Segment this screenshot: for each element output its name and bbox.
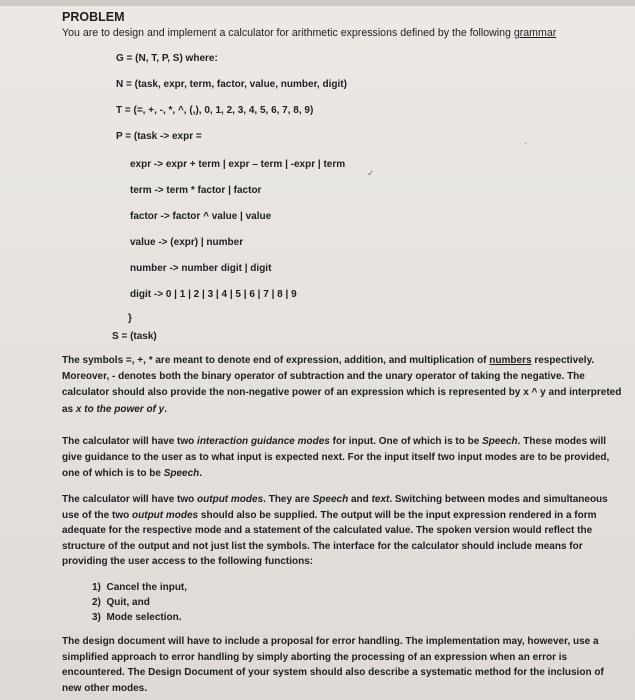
paragraph-symbols xyxy=(62,353,622,418)
rule-factor: factor -> factor ^ value | value xyxy=(130,211,272,222)
function-number: 3) xyxy=(92,612,101,623)
output-italic-1: output modes xyxy=(197,494,264,505)
output-text-1: The calculator will have two xyxy=(62,494,195,505)
function-label: Cancel the input, xyxy=(106,582,188,593)
output-italic-4: output modes xyxy=(132,509,199,521)
function-number: 2) xyxy=(92,597,101,608)
rule-expr: expr -> expr + term | expr – term | -expr | term xyxy=(130,159,346,170)
input-text-1: The calculator will have two xyxy=(62,436,195,447)
function-number: 1) xyxy=(92,582,101,593)
grammar-t: T = (=, +, -, *, ^, (,), 0, 1, 2, 3, 4, 5, 6, 7, 8, 9) xyxy=(116,105,314,116)
grammar-close: } xyxy=(128,313,132,324)
rule-number: number -> number digit | digit xyxy=(130,263,272,274)
paragraph-error-handling: The design document will have to include a proposal for error handling. The implementation may, however, use a simplified approach to error handling by simply aborting the processing of an expression when an error is encountered. The Design Document of your system should also describe a systematic method for the inclusion of new other modes. xyxy=(62,636,604,694)
symbols-text-4: . xyxy=(164,403,168,415)
function-label: Mode selection. xyxy=(106,612,182,623)
power-meaning: x to the power of y xyxy=(75,403,165,415)
output-text-5: should also be supplied. The output will be the input expression rendered in a form adequate for the respective mode and a statement of the calculated value. The spoken version would reflect the structure of the output and not just list the symbols. The interface for the calculator should include means for providing the user access to the following functions: xyxy=(62,509,597,568)
grammar-g: G = (N, T, P, S) where: xyxy=(116,53,218,64)
stray-mark: · xyxy=(524,138,527,148)
input-italic-1: interaction guidance modes xyxy=(197,436,330,447)
function-item xyxy=(92,582,187,593)
input-text-4: . xyxy=(199,468,203,480)
paragraph-output-modes xyxy=(62,492,622,570)
rule-digit: digit -> 0 | 1 | 2 | 3 | 4 | 5 | 6 | 7 | 8 | 9 xyxy=(130,289,297,300)
grammar-p: P = (task -> expr = xyxy=(116,131,202,142)
rule-term: term -> term * factor | factor xyxy=(130,185,262,196)
top-edge xyxy=(0,0,635,6)
rule-value: value -> (expr) | number xyxy=(130,237,244,248)
input-text-3: . These modes will give guidance to the user as to what input is expected next. For the input itself two input modes are to be provided, one of which is to be xyxy=(62,436,610,480)
input-text-2: for input. One of which is to be xyxy=(332,436,480,447)
check-mark: ✓ xyxy=(367,168,375,178)
output-text-2: . They are xyxy=(263,494,310,505)
symbols-text-3: and interpreted as xyxy=(62,387,622,415)
function-item xyxy=(92,612,181,623)
numbers-link[interactable]: numbers xyxy=(489,355,532,366)
paragraph-input-modes xyxy=(62,434,622,483)
symbols-text-2: respectively. Moreover, - denotes both the binary operator of subtraction and the unary operator of taking the negative. The calculator should also provide the non-negative power of an expression which is represented by xyxy=(62,355,595,399)
grammar-link[interactable]: grammar xyxy=(513,27,557,39)
output-text-4: . Switching between modes and simultaneous use of the two xyxy=(62,494,608,521)
input-italic-3: Speech xyxy=(163,468,200,480)
intro-text: You are to design and implement a calculator for arithmetic expressions defined by the following xyxy=(62,27,511,39)
grammar-n: N = (task, expr, term, factor, value, number, digit) xyxy=(116,79,347,90)
grammar-s: S = (task) xyxy=(112,331,157,342)
symbols-text-1: The symbols =, +, * are meant to denote end of expression, addition, and multiplication of xyxy=(62,355,487,366)
power-notation: x ^ y xyxy=(523,387,546,399)
intro-line xyxy=(62,27,556,39)
output-italic-2: Speech xyxy=(312,494,349,505)
problem-title: PROBLEM xyxy=(62,10,125,24)
input-italic-2: Speech xyxy=(482,436,518,447)
output-text-3: and xyxy=(351,494,369,505)
function-item xyxy=(92,597,150,608)
output-italic-3: text xyxy=(371,494,390,505)
function-label: Quit, and xyxy=(106,597,150,608)
